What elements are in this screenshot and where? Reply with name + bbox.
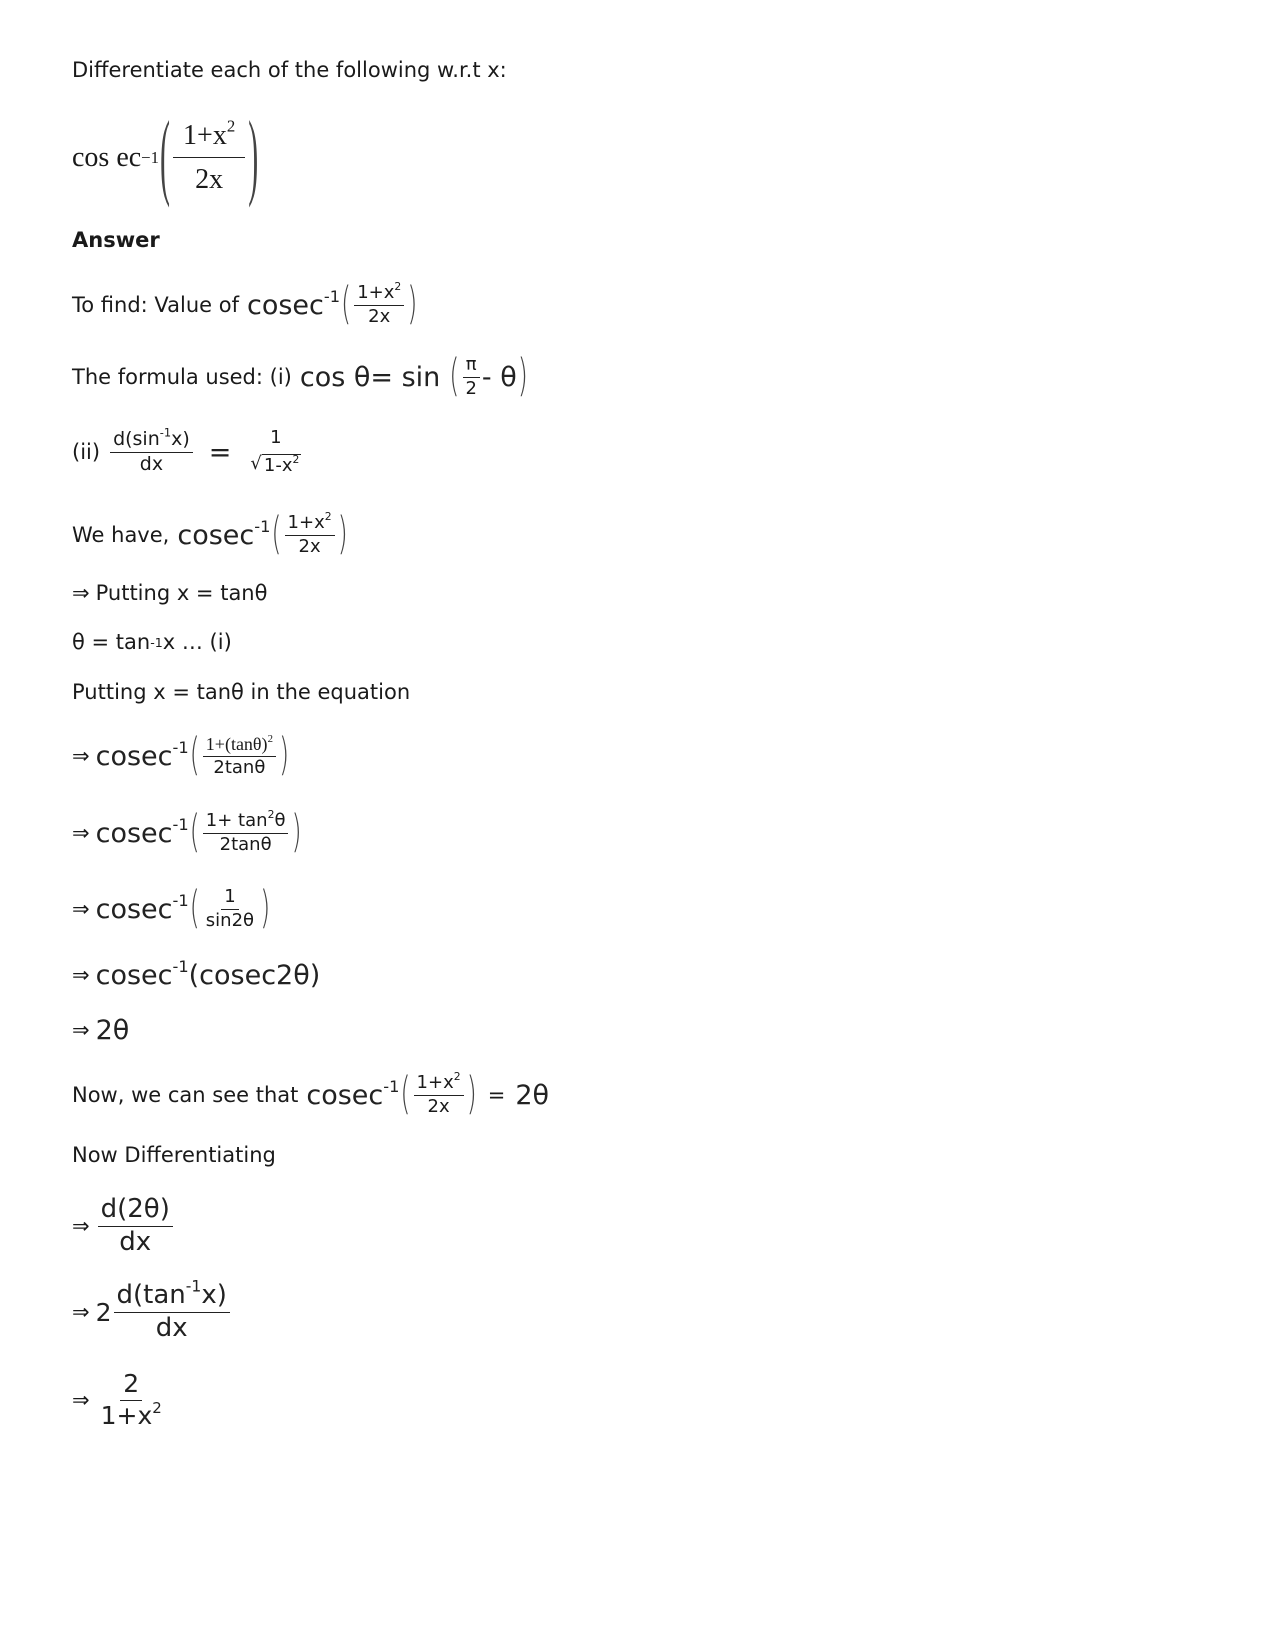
right-paren: ): [278, 730, 290, 782]
answer-heading: Answer: [72, 228, 160, 252]
s1-func: cosec: [95, 740, 173, 772]
left-paren: (: [449, 351, 460, 403]
expr-den: 2x: [195, 163, 224, 195]
putting-eq-line: Putting x = tanθ in the equation: [72, 680, 411, 704]
implies-arrow: ⇒: [72, 820, 90, 845]
to-find-exp: -1: [323, 286, 341, 306]
right-paren: ): [517, 351, 528, 403]
left-paren: (: [160, 103, 171, 210]
formula-pi: π: [463, 355, 480, 378]
now-see-num: 1+x: [416, 1071, 454, 1093]
rad: 1-x: [263, 454, 293, 476]
s3-num: 1: [221, 887, 238, 910]
right-paren: ): [407, 279, 418, 331]
s4-func: cosec: [95, 959, 173, 991]
step-5: [72, 1010, 129, 1050]
theta-def-line: θ = tan -1 x … (i): [72, 630, 232, 654]
we-have-exp: -1: [254, 516, 271, 536]
d1-fraction: [98, 1195, 173, 1258]
diff-step-2: [72, 1276, 232, 1348]
now-see-num-exp: 2: [453, 1069, 461, 1083]
s2-num-a: 1+ tan: [205, 809, 268, 831]
we-have-den: 2x: [298, 535, 321, 557]
pi-over-2: [462, 355, 479, 399]
d1-den: dx: [119, 1226, 152, 1257]
now-see-result: 2θ: [515, 1079, 550, 1111]
d-exp: -1: [159, 425, 172, 440]
d2-den: dx: [155, 1312, 188, 1343]
to-find-func: cosec: [247, 289, 324, 321]
right-paren: ): [291, 807, 302, 859]
diff-step-1: [72, 1190, 175, 1262]
now-see-line: [72, 1068, 549, 1122]
implies-arrow: ⇒: [72, 1017, 90, 1042]
formula-ii-label: (ii): [72, 439, 101, 464]
to-find-line: [72, 280, 418, 330]
implies-arrow: ⇒: [72, 1387, 90, 1412]
d-num-end: x): [171, 427, 190, 450]
d3-num: 2: [120, 1370, 142, 1401]
d3-fraction: [98, 1370, 165, 1431]
s3-fraction: [203, 887, 257, 931]
derivative-arcsin: [110, 425, 193, 476]
diff-step-3: [72, 1362, 167, 1438]
formula-line-1: [72, 352, 529, 402]
implies-arrow: ⇒: [72, 743, 90, 768]
equals-sign: =: [487, 1082, 506, 1107]
formula-text: The formula used: (i): [72, 364, 292, 389]
d2-fraction: [114, 1276, 230, 1344]
s2-fraction: [203, 807, 289, 855]
right-paren: ): [248, 103, 259, 210]
s3-func: cosec: [95, 893, 173, 925]
left-paren: (: [189, 807, 200, 859]
d3-den-a: 1+x: [100, 1400, 153, 1430]
now-diff-line: Now Differentiating: [72, 1143, 276, 1167]
theta-def-b: x … (i): [162, 630, 232, 654]
left-paren: (: [189, 883, 200, 935]
to-find-num: 1+x: [357, 281, 395, 303]
we-have-line: [72, 510, 349, 560]
s1-exp: -1: [172, 737, 189, 757]
putting-line: [72, 583, 267, 604]
s2-den: 2tanθ: [219, 833, 272, 855]
left-paren: (: [341, 279, 352, 331]
to-find-fraction: [354, 279, 404, 327]
left-paren: (: [271, 509, 282, 561]
to-find-num-exp: 2: [394, 279, 402, 293]
right-paren: ): [466, 1069, 477, 1121]
we-have-num-exp: 2: [324, 509, 332, 523]
step-1: [72, 730, 290, 782]
s2-exp: -1: [172, 814, 189, 834]
d2-num-a: d(tan: [116, 1279, 186, 1310]
theta-def-a: θ = tan: [72, 630, 151, 654]
putting-text: Putting x = tanθ: [95, 581, 268, 605]
d2-num-b: x): [201, 1279, 227, 1310]
s1-fraction: [203, 734, 276, 778]
implies-arrow: ⇒: [72, 896, 90, 921]
s2-num-exp: 2: [267, 807, 275, 821]
right-paren: ): [337, 509, 348, 561]
equals-sign: =: [208, 436, 232, 468]
d-num: d(sin: [113, 427, 160, 450]
s2-num-b: θ: [274, 809, 286, 831]
left-paren: (: [189, 730, 200, 782]
s1-num: 1+(tanθ): [205, 733, 268, 754]
we-have-num: 1+x: [287, 511, 325, 533]
s4-arg: (cosec2θ): [188, 959, 321, 991]
s4-exp: -1: [172, 956, 189, 976]
expr-func: cos ec: [72, 142, 142, 173]
we-have-fraction: [285, 509, 335, 557]
now-see-exp: -1: [383, 1076, 400, 1096]
s1-den: 2tanθ: [213, 756, 266, 778]
implies-arrow: ⇒: [72, 1299, 90, 1324]
now-see-func: cosec: [306, 1079, 384, 1111]
question-expression: cos ec −1 ( $\frac{1+x^2}{2x}$ ): [72, 103, 259, 210]
formula-lhs: cos θ= sin: [299, 361, 441, 393]
implies-arrow: ⇒: [72, 1213, 90, 1238]
now-see-fraction: [414, 1069, 464, 1117]
d2-coef: 2: [95, 1297, 112, 1327]
s3-den: sin2θ: [205, 909, 255, 931]
to-find-den: 2x: [368, 305, 391, 327]
step-4: [72, 955, 320, 995]
step-3: [72, 884, 271, 934]
s2-func: cosec: [95, 817, 173, 849]
now-see-text: Now, we can see that: [72, 1082, 299, 1107]
we-have-text: We have,: [72, 522, 170, 547]
expr-num-exp: 2: [226, 116, 236, 136]
we-have-func: cosec: [177, 519, 255, 551]
d1-num: d(2θ): [98, 1195, 173, 1227]
expr-num: 1+x: [183, 120, 227, 152]
right-paren: ): [260, 883, 271, 935]
to-find-text: To find: Value of: [72, 292, 239, 317]
d2-exp: -1: [185, 1276, 202, 1295]
question-instruction: Differentiate each of the following w.r.t x:: [72, 58, 507, 82]
formula-line-2: [72, 424, 306, 480]
expr-fraction: [173, 116, 245, 195]
d-den: dx: [139, 452, 164, 475]
s5-result: 2θ: [95, 1014, 130, 1046]
sqrt: √ $1-x^2$: [250, 452, 300, 476]
implies-arrow: ⇒: [72, 581, 90, 605]
one-over-sqrt: [247, 428, 304, 476]
formula-minus-theta: - θ: [481, 361, 517, 393]
rad-exp: 2: [292, 452, 300, 466]
implies-arrow: ⇒: [72, 962, 90, 987]
step-2: [72, 806, 303, 860]
s3-exp: -1: [172, 890, 189, 910]
formula-two: 2: [465, 377, 477, 399]
now-see-den: 2x: [427, 1095, 450, 1117]
d3-den-exp: 2: [152, 1398, 162, 1417]
s1-num-exp: 2: [267, 732, 273, 745]
left-paren: (: [400, 1069, 411, 1121]
one: 1: [270, 426, 282, 448]
